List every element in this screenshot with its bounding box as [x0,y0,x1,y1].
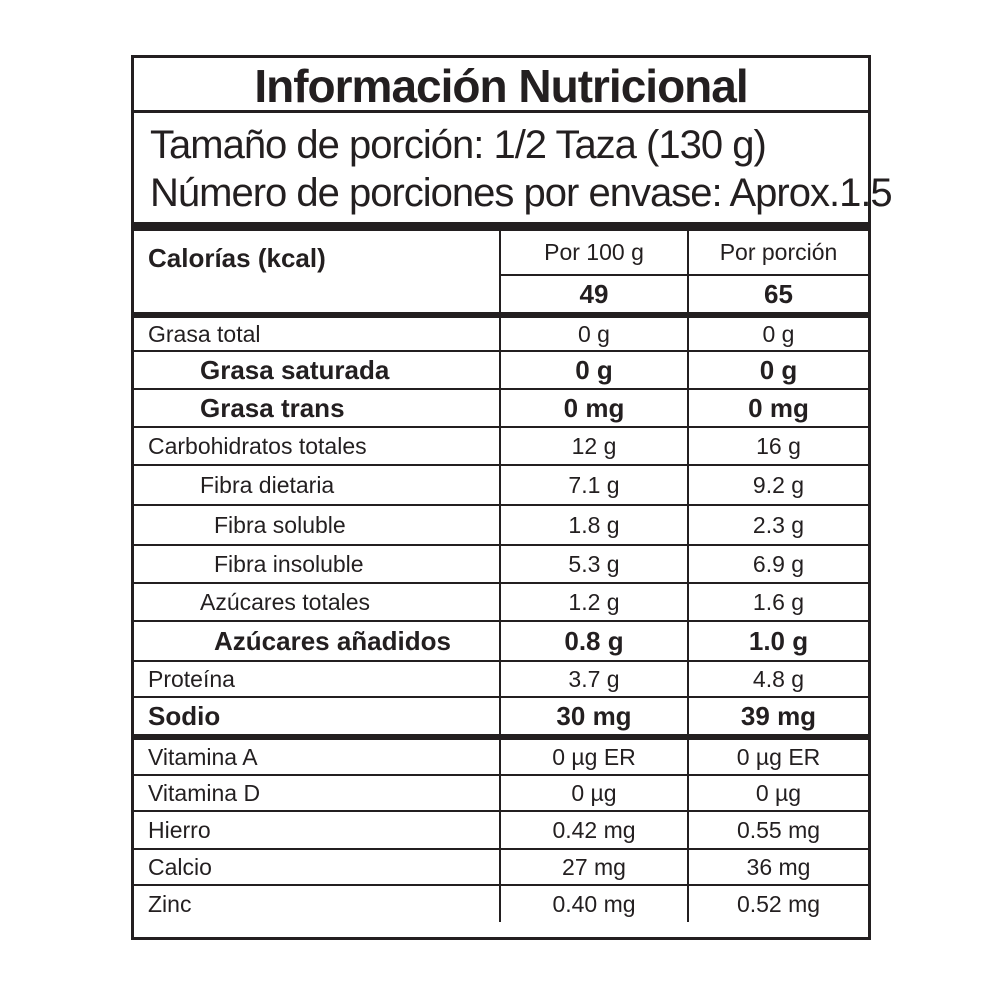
nutrient-name: Proteína [134,661,500,697]
nutrient-per100: 1.8 g [500,505,688,545]
nutrient-per100: 1.2 g [500,583,688,621]
nutrient-perserving: 9.2 g [688,465,868,505]
label-title: Información Nutricional [134,58,868,113]
thick-divider [134,222,868,231]
nutrient-per100: 27 mg [500,849,688,885]
nutrient-perserving: 0 µg [688,775,868,811]
calories-per100: 49 [500,275,688,315]
nutrient-name: Grasa total [134,315,500,351]
nutrient-perserving: 1.0 g [688,621,868,661]
nutrient-per100: 30 mg [500,697,688,737]
nutrient-perserving: 1.6 g [688,583,868,621]
table-row [134,661,868,697]
calories-label: Calorías (kcal) [134,231,500,315]
table-row [134,465,868,505]
nutrient-perserving: 0 mg [688,389,868,427]
nutrient-per100: 0.40 mg [500,885,688,922]
nutrient-perserving: 39 mg [688,697,868,737]
table-row [134,697,868,737]
table-row [134,737,868,775]
nutrient-perserving: 36 mg [688,849,868,885]
nutrient-per100: 0 µg ER [500,737,688,775]
nutrient-per100: 0 mg [500,389,688,427]
table-row [134,505,868,545]
table-row [134,849,868,885]
nutrient-perserving: 0.52 mg [688,885,868,922]
nutrient-table [134,231,868,922]
nutrition-facts-panel [131,55,892,940]
table-row [134,885,868,922]
nutrient-perserving: 0 g [688,351,868,389]
nutrient-name: Azúcares añadidos [134,621,500,661]
table-row [134,427,868,465]
nutrient-per100: 0 g [500,351,688,389]
nutrient-per100: 7.1 g [500,465,688,505]
nutrient-perserving: 16 g [688,427,868,465]
nutrient-name: Vitamina D [134,775,500,811]
nutrient-perserving: 4.8 g [688,661,868,697]
nutrient-name: Calcio [134,849,500,885]
table-row [134,811,868,849]
nutrient-name: Zinc [134,885,500,922]
col-header-perserving: Por porción [688,231,868,275]
nutrient-per100: 0 µg [500,775,688,811]
nutrient-name: Fibra insoluble [134,545,500,583]
nutrient-per100: 0 g [500,315,688,351]
nutrient-name: Fibra soluble [134,505,500,545]
nutrient-name: Grasa trans [134,389,500,427]
nutrient-per100: 12 g [500,427,688,465]
calories-perserving: 65 [688,275,868,315]
nutrient-name: Azúcares totales [134,583,500,621]
table-row [134,775,868,811]
table-row [134,545,868,583]
table-row [134,351,868,389]
nutrient-perserving: 0 g [688,315,868,351]
table-row [134,583,868,621]
serving-size: Tamaño de porción: 1/2 Taza (130 g) [150,123,766,167]
nutrient-name: Sodio [134,697,500,737]
nutrient-per100: 5.3 g [500,545,688,583]
table-row [134,315,868,351]
nutrient-name: Vitamina A [134,737,500,775]
nutrient-name: Hierro [134,811,500,849]
nutrient-name: Fibra dietaria [134,465,500,505]
table-row [134,389,868,427]
nutrient-perserving: 0 µg ER [688,737,868,775]
nutrient-perserving: 2.3 g [688,505,868,545]
nutrient-perserving: 6.9 g [688,545,868,583]
nutrient-perserving: 0.55 mg [688,811,868,849]
nutrient-name: Carbohidratos totales [134,427,500,465]
nutrient-per100: 3.7 g [500,661,688,697]
nutrient-per100: 0.42 mg [500,811,688,849]
nutrient-name: Grasa saturada [134,351,500,389]
nutrient-per100: 0.8 g [500,621,688,661]
servings-per-container: Número de porciones por envase: Aprox.1.5 [150,171,892,215]
col-header-per100: Por 100 g [500,231,688,275]
table-row [134,621,868,661]
